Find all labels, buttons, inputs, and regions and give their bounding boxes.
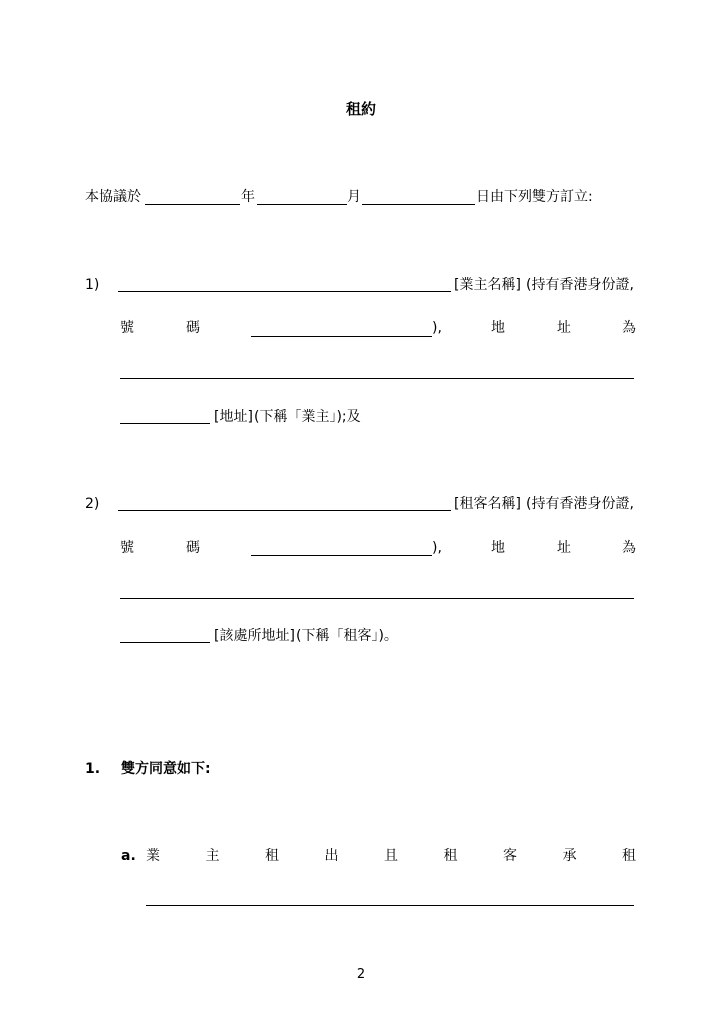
item-a-char: 且 [384, 848, 398, 864]
item-a-char: 主 [205, 848, 220, 864]
item-a-char: 租 [443, 848, 458, 864]
item-a-char: 客 [503, 848, 517, 864]
item-a-char: 租 [622, 848, 636, 864]
party1-addr-char-1: 地 [491, 320, 505, 336]
landlord-id-blank[interactable] [251, 336, 432, 337]
day-blank[interactable] [145, 204, 240, 205]
party1-id-char-2: 碼 [186, 320, 200, 336]
premises-address-blank-2[interactable] [120, 642, 210, 643]
premises-address-label: [該處所地址] [214, 628, 295, 644]
party2-close-paren: ), [432, 540, 442, 556]
party1-addr-char-3: 為 [622, 320, 636, 336]
item-a-char: 業 [146, 848, 160, 864]
party2-addr-char-3: 為 [622, 540, 636, 556]
item-a-char: 承 [562, 848, 577, 864]
party1-close-paren: ), [432, 320, 442, 336]
premises-address-blank-1[interactable] [120, 598, 634, 599]
intro-suffix: 日由下列雙方訂立: [476, 189, 593, 205]
section-1-number: 1. [85, 761, 101, 777]
landlord-id-text: (持有香港身份證, [526, 277, 634, 293]
party2-number: 2) [85, 496, 100, 512]
landlord-address-label: [地址] [214, 409, 253, 425]
landlord-address-blank-1[interactable] [120, 378, 634, 379]
date-blank[interactable] [362, 204, 475, 205]
intro-year: 年 [241, 189, 255, 205]
page-title: 租約 [345, 100, 376, 118]
party2-addr-char-1: 地 [491, 540, 505, 556]
party2-id-char-1: 號 [120, 540, 134, 556]
party2-addr-char-2: 址 [557, 540, 571, 556]
party2-id-char-2: 碼 [186, 540, 200, 556]
item-a-char: 出 [324, 848, 339, 864]
item-a-char: 租 [265, 848, 279, 864]
item-a-blank[interactable] [146, 905, 634, 906]
intro-month: 月 [347, 189, 361, 205]
tenant-id-text: (持有香港身份證, [526, 496, 634, 512]
item-a-text [146, 847, 636, 865]
section-1-heading: 雙方同意如下: [121, 761, 211, 777]
page-number: 2 [356, 967, 366, 982]
tenant-id-blank[interactable] [251, 555, 432, 556]
landlord-address-blank-2[interactable] [120, 423, 210, 424]
party1-id-char-1: 號 [120, 320, 134, 336]
party1-addr-char-2: 址 [557, 320, 571, 336]
party1-number: 1) [85, 277, 100, 293]
item-a-label: a. [121, 848, 136, 864]
landlord-name-blank[interactable] [118, 291, 451, 292]
tenant-name-label: [租客名稱] [454, 496, 521, 512]
tenant-name-blank[interactable] [118, 510, 451, 511]
landlord-designation: (下稱「業主」);及 [254, 409, 361, 425]
month-blank[interactable] [257, 204, 347, 205]
tenant-designation: (下稱「租客」)。 [296, 628, 398, 644]
landlord-name-label: [業主名稱] [454, 277, 521, 293]
intro-prefix: 本協議於 [85, 189, 141, 205]
